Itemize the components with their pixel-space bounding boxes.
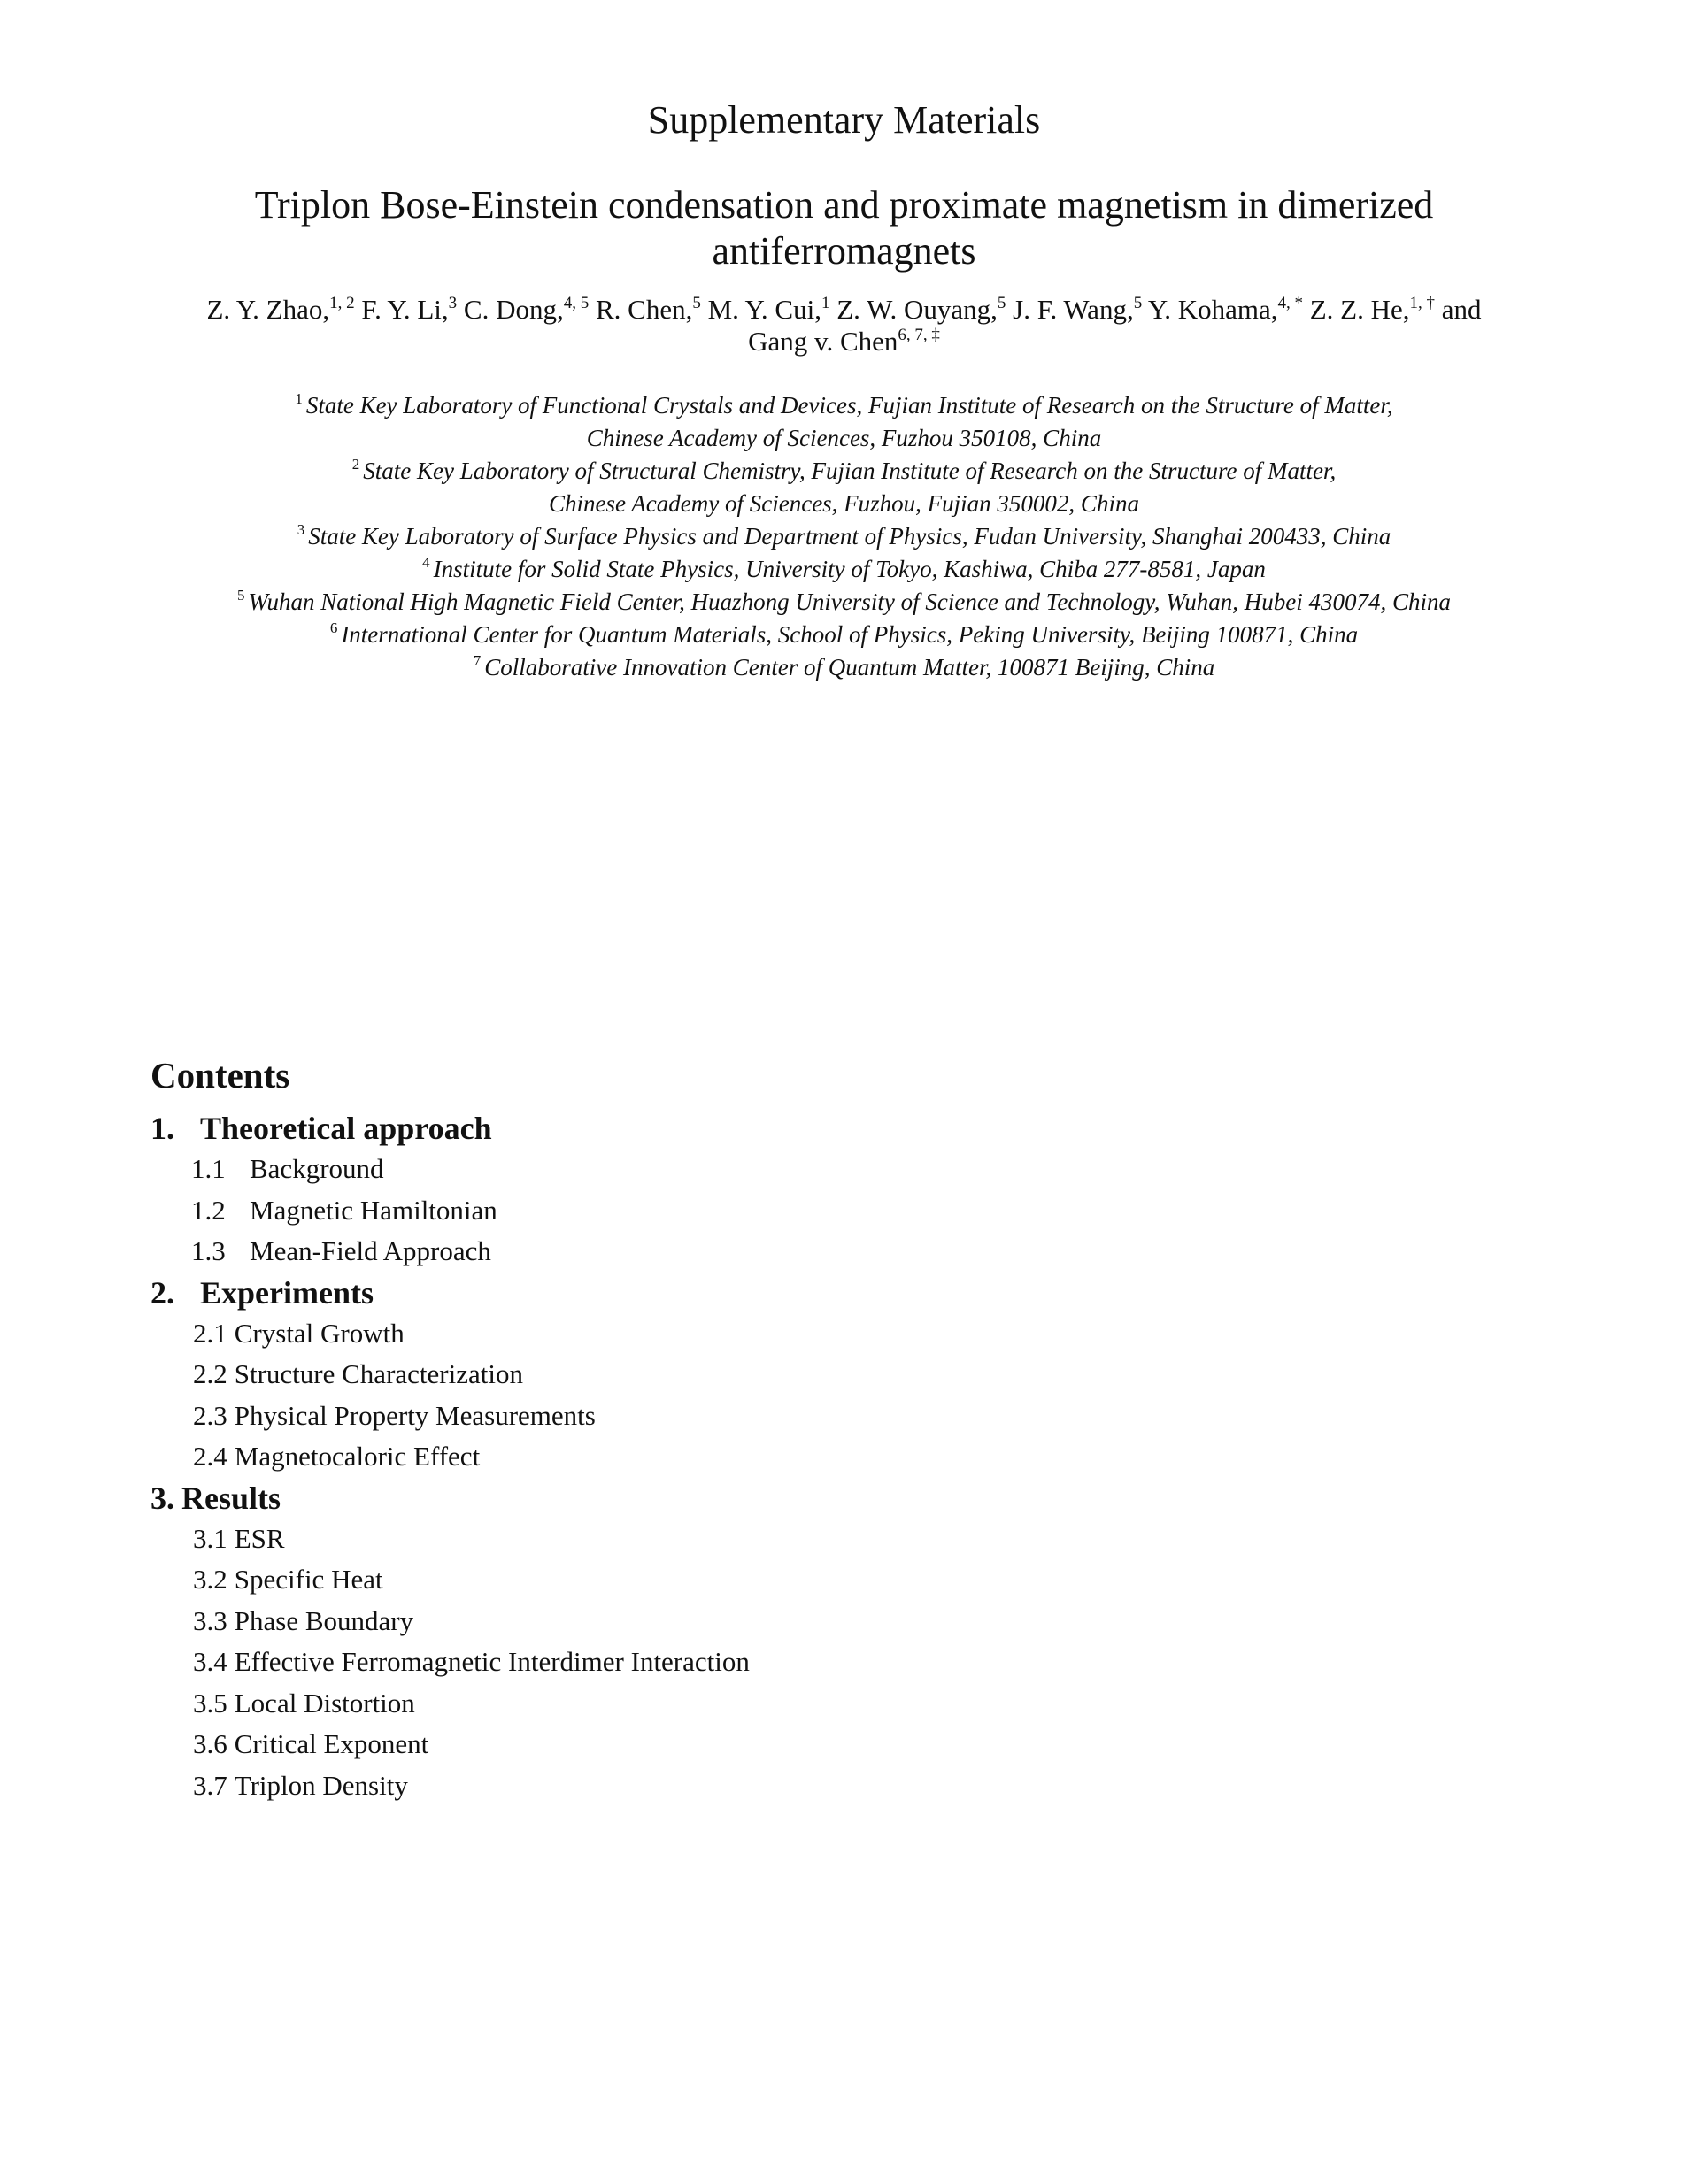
paper-title — [0, 182, 1688, 274]
toc-item-number: 3.6 — [193, 1728, 227, 1759]
affiliation-number: 3 — [297, 521, 305, 538]
toc-item-title: Magnetic Hamiltonian — [250, 1194, 497, 1226]
toc-item-title: Local Distortion — [234, 1687, 415, 1719]
toc-item-title: Triplon Density — [234, 1769, 408, 1801]
toc-item-title: ESR — [234, 1522, 285, 1554]
affiliation-entry — [0, 651, 1688, 684]
author-affiliation-marker: 1, † — [1409, 294, 1436, 312]
affiliation-number: 6 — [329, 619, 338, 636]
toc-item-triplon-density[interactable] — [150, 1765, 1213, 1807]
toc-section-number: 3. — [150, 1480, 174, 1516]
toc-item-specific-heat[interactable] — [150, 1559, 1213, 1601]
affiliation-text: Institute for Solid State Physics, University of Tokyo, Kashiwa, Chiba 277-8581, Japan — [433, 556, 1266, 582]
toc-item-background[interactable] — [150, 1149, 1213, 1190]
toc-item-title: Specific Heat — [234, 1564, 383, 1595]
affiliation-entry — [0, 619, 1688, 651]
affiliation-text: International Center for Quantum Materials, School of Physics, Peking University, Beijing 100871, China — [341, 621, 1359, 648]
toc-item-number: 3.4 — [193, 1646, 227, 1677]
author-name: F. Y. Li, — [361, 294, 449, 325]
affiliation-number: 5 — [236, 587, 245, 604]
toc-item-title: Critical Exponent — [234, 1728, 429, 1759]
toc-item-title: Background — [250, 1153, 384, 1184]
contents-heading: Contents — [150, 1055, 290, 1096]
toc-item-esr[interactable] — [150, 1519, 1213, 1560]
toc-section-results[interactable] — [150, 1478, 1213, 1519]
toc-item-magnetocaloric-effect[interactable] — [150, 1436, 1213, 1478]
paper-title-line: antiferromagnets — [712, 229, 976, 273]
author-name: J. F. Wang, — [1013, 294, 1134, 325]
affiliation-number: 7 — [473, 652, 482, 669]
toc-item-number: 3.7 — [193, 1769, 227, 1801]
author-affiliation-marker: 4, 5 — [563, 294, 590, 312]
author-list — [168, 294, 1520, 358]
author-affiliation-marker: 6, 7, ‡ — [898, 326, 940, 344]
author-name: M. Y. Cui, — [707, 294, 821, 325]
affiliation-continuation: Chinese Academy of Sciences, Fuzhou 350108, China — [586, 425, 1102, 451]
toc-item-number: 3.1 — [193, 1522, 227, 1554]
toc-item-title: Mean-Field Approach — [250, 1235, 491, 1266]
affiliation-number: 4 — [422, 554, 430, 571]
toc-item-critical-exponent[interactable] — [150, 1724, 1213, 1765]
toc-item-title: Magnetocaloric Effect — [234, 1441, 481, 1472]
toc-item-title: Phase Boundary — [234, 1604, 414, 1636]
author-affiliation-marker: 1 — [821, 294, 830, 312]
paper-title-line: Triplon Bose-Einstein condensation and proximate magnetism in dimerized — [254, 183, 1434, 227]
toc-item-structure-characterization[interactable] — [150, 1354, 1213, 1396]
affiliation-entry — [0, 455, 1688, 488]
toc-item-effective-ferromagnetic-interdimer-interaction[interactable] — [150, 1642, 1213, 1683]
author-affiliation-marker: 5 — [1133, 294, 1143, 312]
author-name: R. Chen, — [595, 294, 693, 325]
toc-item-number: 1.1 — [191, 1153, 226, 1184]
toc-item-number: 3.3 — [193, 1604, 227, 1636]
toc-section-title: Results — [181, 1480, 281, 1516]
author-conjunction: and — [1441, 294, 1482, 325]
affiliation-text: State Key Laboratory of Structural Chemistry, Fujian Institute of Research on the Structure of Matter, — [363, 458, 1337, 484]
author-name: C. Dong, — [463, 294, 564, 325]
toc-item-title: Physical Property Measurements — [234, 1399, 596, 1431]
toc-item-title: Structure Characterization — [234, 1358, 523, 1389]
toc-item-number: 1.3 — [191, 1235, 226, 1266]
toc-section-number: 1. — [150, 1111, 174, 1146]
affiliation-text: Collaborative Innovation Center of Quantum Matter, 100871 Beijing, China — [484, 654, 1215, 681]
affiliation-list — [0, 389, 1688, 684]
toc-item-number: 2.1 — [193, 1317, 227, 1349]
author-affiliation-marker: 3 — [448, 294, 458, 312]
toc-item-title: Effective Ferromagnetic Interdimer Interaction — [234, 1646, 750, 1677]
toc-section-experiments[interactable] — [150, 1273, 1213, 1313]
affiliation-entry — [0, 586, 1688, 619]
toc-item-local-distortion[interactable] — [150, 1683, 1213, 1725]
toc-item-number: 2.2 — [193, 1358, 227, 1389]
toc-section-title: Experiments — [200, 1274, 374, 1311]
author-name: Z. Z. He, — [1309, 294, 1410, 325]
affiliation-entry — [0, 553, 1688, 586]
toc-item-number: 2.4 — [193, 1441, 227, 1472]
author-name: Z. Y. Zhao, — [206, 294, 330, 325]
toc-item-number: 3.5 — [193, 1687, 227, 1719]
toc-item-crystal-growth[interactable] — [150, 1313, 1213, 1355]
table-of-contents — [150, 1050, 1213, 1806]
affiliation-entry — [0, 520, 1688, 553]
toc-item-phase-boundary[interactable] — [150, 1601, 1213, 1642]
author-name: Y. Kohama, — [1147, 294, 1278, 325]
toc-section-theoretical-approach[interactable] — [150, 1108, 1213, 1149]
toc-item-number: 1.2 — [191, 1194, 226, 1226]
toc-item-mean-field-approach[interactable] — [150, 1231, 1213, 1273]
affiliation-number: 1 — [295, 390, 303, 407]
toc-section-title: Theoretical approach — [200, 1111, 492, 1146]
toc-item-number: 3.2 — [193, 1564, 227, 1595]
toc-section-number: 2. — [150, 1274, 174, 1311]
document-label: Supplementary Materials — [647, 98, 1041, 142]
affiliation-text: Wuhan National High Magnetic Field Center, Huazhong University of Science and Technology, Wuhan, Hubei 430074, China — [248, 588, 1452, 615]
author-affiliation-marker: 5 — [692, 294, 701, 312]
affiliation-text: State Key Laboratory of Surface Physics and Department of Physics, Fudan University, Shanghai 200433, China — [308, 523, 1391, 550]
author-name: Z. W. Ouyang, — [836, 294, 998, 325]
toc-item-title: Crystal Growth — [234, 1317, 405, 1349]
toc-item-magnetic-hamiltonian[interactable] — [150, 1190, 1213, 1232]
author-affiliation-marker: 4, * — [1277, 294, 1303, 312]
affiliation-continuation: Chinese Academy of Sciences, Fuzhou, Fujian 350002, China — [549, 490, 1139, 517]
affiliation-number: 2 — [351, 456, 360, 473]
toc-item-physical-property-measurements[interactable] — [150, 1396, 1213, 1437]
affiliation-text: State Key Laboratory of Functional Crystals and Devices, Fujian Institute of Research on the Structure of Matter, — [305, 392, 1393, 419]
author-affiliation-marker: 1, 2 — [329, 294, 355, 312]
toc-item-number: 2.3 — [193, 1399, 227, 1431]
author-affiliation-marker: 5 — [997, 294, 1006, 312]
affiliation-entry — [0, 389, 1688, 422]
author-name: Gang v. Chen — [748, 326, 898, 357]
